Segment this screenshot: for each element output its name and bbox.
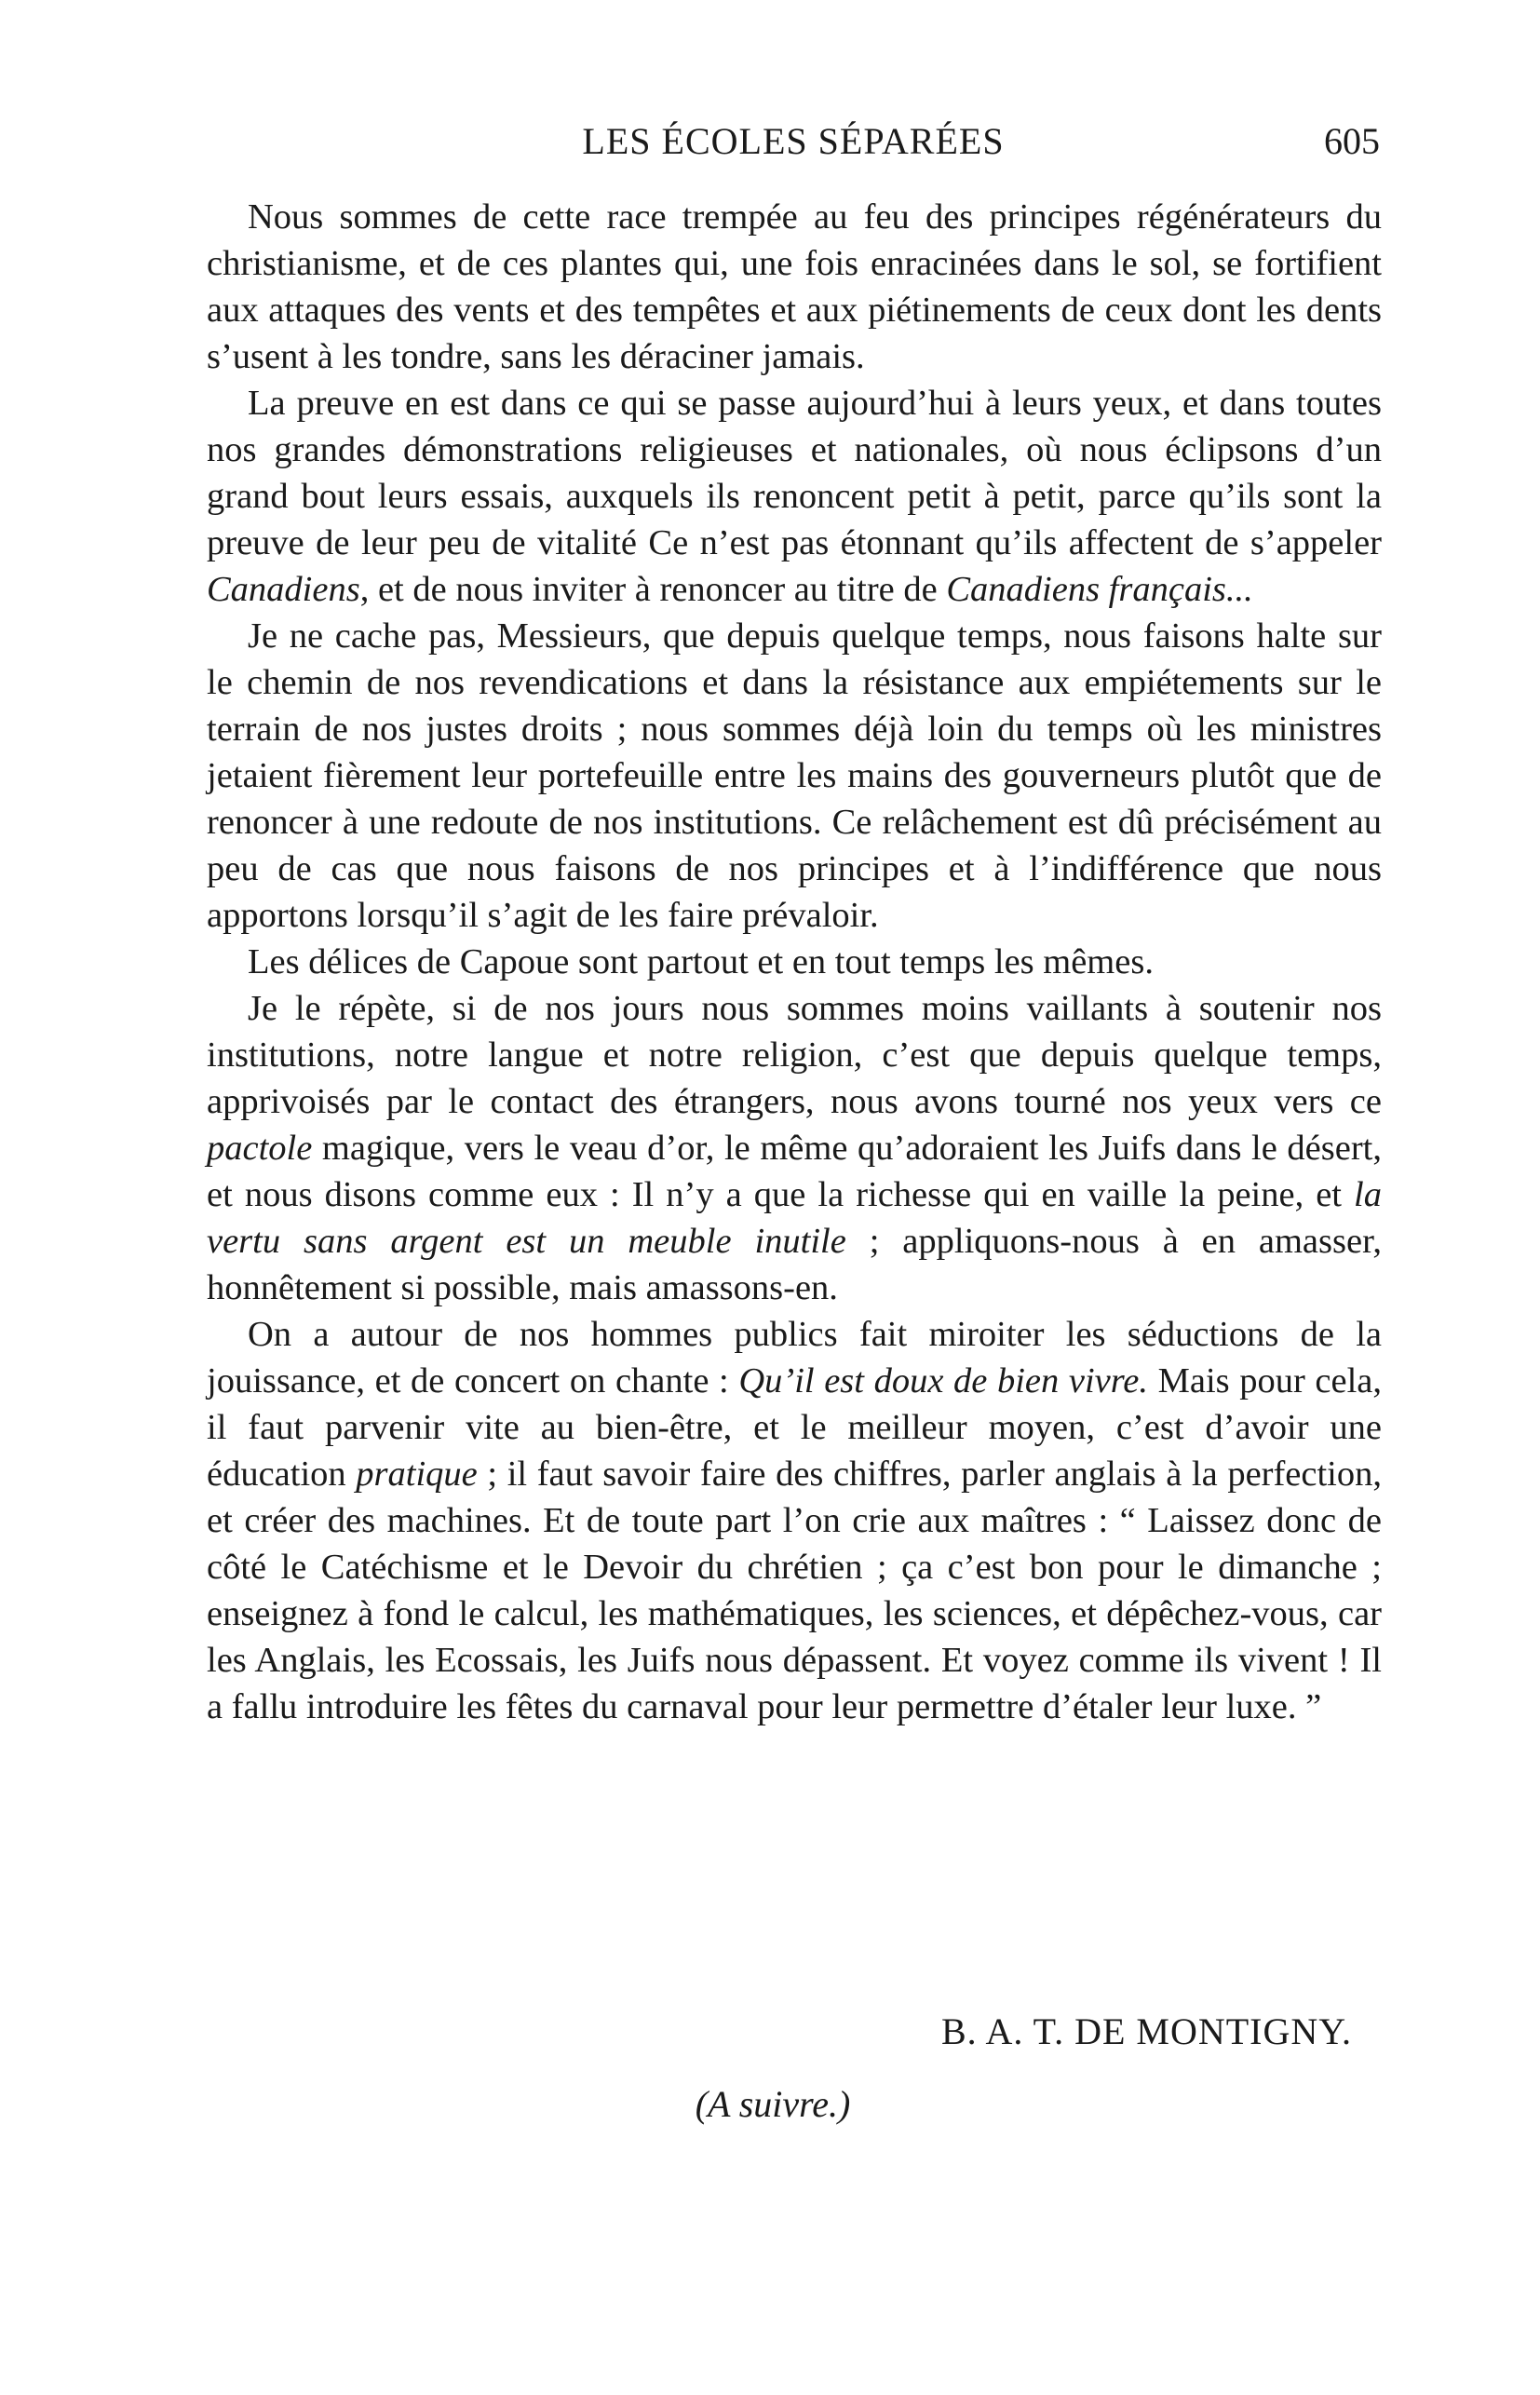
italic-phrase: Qu’il est doux de bien vivre. <box>738 1361 1149 1400</box>
text-segment: ; il faut savoir faire des chiffres, parler anglais à la perfection, et créer des machines. Et de toute part l’on crie aux maîtres : “ Laissez donc de côté le Catéchisme et le Devoir du chrétien ; ça c’est bon pour le dimanche ; enseignez à fond le calcul, les mathématiques, les sciences, et dépêchez-vous, car les Anglais, les Ecossais, les Juifs nous dépassent. Et voyez comme ils vivent ! Il a fallu introduire les fêtes du carnaval pour leur permettre d’étaler leur luxe. ” <box>207 1455 1382 1726</box>
paragraph <box>207 939 1382 985</box>
text-segment: Mais pour cela, il faut parvenir vite au bien-être, et le meilleur moyen, c’est d’avoir une éducation <box>207 1361 1382 1494</box>
text-segment: La preuve en est dans ce qui se passe aujourd’hui à leurs yeux, et dans toutes nos grandes démonstrations religieuses et nationales, où nous éclipsons d’un grand bout leurs essais, auxquels ils renoncent petit à petit, parce qu’ils sont la preuve de leur peu de vitalité Ce n’est pas étonnant qu’ils affectent de s’appeler <box>207 384 1382 562</box>
running-title: LES ÉCOLES SÉPARÉES <box>582 120 1005 162</box>
paragraph <box>207 985 1382 1311</box>
author-signature: B. A. T. DE MONTIGNY. <box>940 2010 1352 2052</box>
text-segment: Je ne cache pas, Messieurs, que depuis quelque temps, nous faisons halte sur le chemin de nos revendications et dans la résistance aux empiétements sur le terrain de nos justes droits ; nous sommes déjà loin du temps où les ministres jetaient fièrement leur portefeuille entre les mains des gouverneurs plutôt que de renoncer à une redoute de nos institutions. Ce relâchement est dû précisément au peu de cas que nous faisons de nos principes et à l’indifférence que nous apportons lorsqu’il s’agit de les faire prévaloir. <box>207 616 1382 935</box>
text-segment: Je le répète, si de nos jours nous sommes moins vaillants à soutenir nos institutions, notre langue et notre religion, c’est que depuis quelque temps, apprivoisés par le contact des étrangers, nous avons tourné nos yeux vers ce <box>207 989 1382 1121</box>
text-segment: On a autour de nos hommes publics fait miroiter les séductions de la jouissance, et de concert on chante : <box>207 1315 1382 1400</box>
text-segment: , et de nous inviter à renoncer au titre de <box>359 570 947 609</box>
text-segment: magique, vers le veau d’or, le même qu’adoraient les Juifs dans le désert, et nous disons comme eux : Il n’y a que la richesse qui en vaille la peine, et <box>207 1129 1382 1214</box>
article-body <box>207 194 1382 1730</box>
paragraph <box>207 194 1382 380</box>
text-segment: Les délices de Capoue sont partout et en tout temps les mêmes. <box>248 942 1154 981</box>
paragraph <box>207 1311 1382 1730</box>
italic-phrase: pratique <box>356 1455 478 1494</box>
running-head <box>207 119 1380 175</box>
continued-note: (A suivre.) <box>695 2083 851 2125</box>
paragraph <box>207 613 1382 939</box>
paragraph <box>207 380 1382 613</box>
text-segment: Nous sommes de cette race trempée au feu des principes régénérateurs du christianisme, et de ces plantes qui, une fois enracinées dans le sol, se fortifient aux attaques des vents et des tempêtes et aux piétinements de ceux dont les dents s’usent à les tondre, sans les déraciner jamais. <box>207 197 1382 376</box>
italic-phrase: pactole <box>207 1129 313 1168</box>
italic-phrase: la vertu sans argent est un meuble inutile <box>207 1175 1382 1261</box>
text-segment: ; appliquons-nous à en amasser, honnêtement si possible, mais amassons-en. <box>207 1222 1382 1307</box>
italic-phrase: Canadiens français... <box>946 570 1253 609</box>
italic-phrase: Canadiens <box>207 570 360 609</box>
page-number: 605 <box>1324 120 1380 162</box>
